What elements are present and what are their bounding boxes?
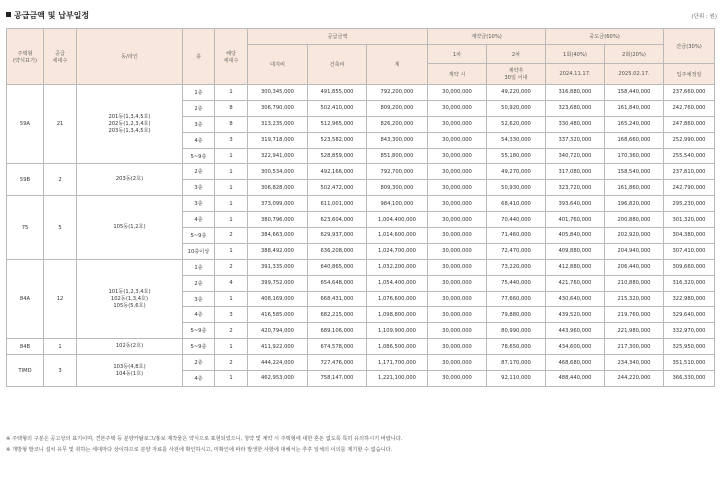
balance-cell: 237,660,000	[664, 85, 715, 101]
dong-line-text: 201동(1,3,4,5호)	[108, 113, 151, 120]
middle-first-cell: 317,080,000	[546, 164, 605, 180]
building-cost-cell: 502,410,000	[308, 100, 367, 116]
land-cost-cell: 444,224,000	[248, 355, 308, 371]
floor-cell: 5~9층	[183, 339, 215, 355]
header-households: 공급 세대수	[44, 29, 77, 85]
table-row	[7, 164, 715, 180]
header-balance: 잔금(30%)	[664, 29, 715, 64]
floor-cell: 5~9층	[183, 228, 215, 244]
contract-first-cell: 30,000,000	[428, 212, 487, 228]
middle-second-cell: 219,760,000	[605, 307, 664, 323]
balance-cell: 295,230,000	[664, 196, 715, 212]
middle-second-cell: 170,360,000	[605, 148, 664, 164]
unit-type-cell: 84B	[7, 339, 44, 355]
dong-line-text: 102동(1,3,4호)	[110, 295, 149, 302]
floor-cell: 2층	[183, 355, 215, 371]
households-cell: 1	[44, 339, 77, 355]
contract-second-cell: 52,620,000	[487, 116, 546, 132]
balance-cell: 237,810,000	[664, 164, 715, 180]
total-price-cell: 826,200,000	[367, 116, 428, 132]
contract-second-cell: 80,990,000	[487, 323, 546, 339]
total-price-cell: 1,054,400,000	[367, 275, 428, 291]
header-floor: 층	[183, 29, 215, 85]
building-cost-cell: 502,472,000	[308, 180, 367, 196]
table-header	[7, 29, 715, 85]
target-count-cell: 3	[215, 132, 248, 148]
table-row	[7, 355, 715, 371]
building-cost-cell: 611,001,000	[308, 196, 367, 212]
contract-second-cell: 92,110,000	[487, 371, 546, 387]
building-cost-cell: 674,578,000	[308, 339, 367, 355]
middle-second-cell: 210,880,000	[605, 275, 664, 291]
contract-second-cell: 50,920,000	[487, 100, 546, 116]
middle-first-cell: 316,880,000	[546, 85, 605, 101]
notes	[6, 434, 402, 456]
total-price-cell: 843,300,000	[367, 132, 428, 148]
floor-cell: 1층	[183, 85, 215, 101]
middle-first-cell: 405,840,000	[546, 228, 605, 244]
middle-second-cell: 202,920,000	[605, 228, 664, 244]
contract-second-cell: 70,440,000	[487, 212, 546, 228]
table-row	[7, 259, 715, 275]
floor-cell: 3층	[183, 180, 215, 196]
contract-first-cell: 30,000,000	[428, 307, 487, 323]
middle-first-cell: 330,480,000	[546, 116, 605, 132]
middle-first-cell: 430,640,000	[546, 291, 605, 307]
land-cost-cell: 408,169,000	[248, 291, 308, 307]
land-cost-cell: 322,941,000	[248, 148, 308, 164]
contract-second-cell: 50,930,000	[487, 180, 546, 196]
land-cost-cell: 416,585,000	[248, 307, 308, 323]
total-price-cell: 1,014,600,000	[367, 228, 428, 244]
middle-second-cell: 161,860,000	[605, 180, 664, 196]
contract-first-cell: 30,000,000	[428, 148, 487, 164]
balance-cell: 307,410,000	[664, 243, 715, 259]
contract-first-cell: 30,000,000	[428, 355, 487, 371]
contract-first-cell: 30,000,000	[428, 243, 487, 259]
middle-second-cell: 196,820,000	[605, 196, 664, 212]
middle-first-cell: 401,760,000	[546, 212, 605, 228]
target-count-cell: 1	[215, 371, 248, 387]
contract-first-cell: 30,000,000	[428, 116, 487, 132]
middle-second-cell: 168,660,000	[605, 132, 664, 148]
header-mid2-date: 2025.02.17.	[605, 64, 664, 85]
target-count-cell: 1	[215, 180, 248, 196]
building-cost-cell: 523,582,000	[308, 132, 367, 148]
unit-type-cell: 75	[7, 196, 44, 260]
land-cost-cell: 411,922,000	[248, 339, 308, 355]
note-line: ※ 주택형의 구분은 공고상의 표기이며, 견본주택 등 분양카탈로그/홍보 제작물은 약식으로 표현되었으니, 청약 및 계약 시 주택형에 대한 혼돈 없도록 특히 유의하시기 바랍니다.	[6, 436, 403, 442]
floor-cell: 2층	[183, 100, 215, 116]
total-price-cell: 1,086,500,000	[367, 339, 428, 355]
dong-line-text: 203동(1,3,4,5호)	[108, 127, 151, 134]
contract-second-cell: 78,650,000	[487, 339, 546, 355]
header-mid1: 1회(40%)	[546, 45, 605, 64]
middle-first-cell: 412,880,000	[546, 259, 605, 275]
contract-second-cell: 54,330,000	[487, 132, 546, 148]
total-price-cell: 1,109,900,000	[367, 323, 428, 339]
building-cost-cell: 491,855,000	[308, 85, 367, 101]
middle-first-cell: 439,520,000	[546, 307, 605, 323]
middle-first-cell: 393,640,000	[546, 196, 605, 212]
total-price-cell: 809,200,000	[367, 100, 428, 116]
total-price-cell: 1,221,100,000	[367, 371, 428, 387]
dong-line-cell	[77, 339, 183, 355]
header-contract: 계약금(10%)	[428, 29, 546, 45]
balance-cell: 332,970,000	[664, 323, 715, 339]
unit-type-cell: 59B	[7, 164, 44, 196]
unit-type-cell: TIMD	[7, 355, 44, 387]
building-cost-cell: 528,859,000	[308, 148, 367, 164]
header-balance-sub: 입주예정일	[664, 64, 715, 85]
land-cost-cell: 300,345,000	[248, 85, 308, 101]
dong-line-cell	[77, 355, 183, 387]
balance-cell: 329,640,000	[664, 307, 715, 323]
land-cost-cell: 373,099,000	[248, 196, 308, 212]
table-row	[7, 85, 715, 101]
dong-line-text: 101동(1,2,3,4호)	[108, 288, 151, 295]
middle-second-cell: 215,320,000	[605, 291, 664, 307]
dong-line-text: 102동(2호)	[115, 343, 144, 350]
header-land: 대지비	[248, 45, 308, 85]
target-count-cell: 1	[215, 196, 248, 212]
title-text: 공급금액 및 납부일정	[14, 11, 90, 20]
target-count-cell: 3	[215, 307, 248, 323]
building-cost-cell: 727,476,000	[308, 355, 367, 371]
land-cost-cell: 388,492,000	[248, 243, 308, 259]
table-row	[7, 196, 715, 212]
middle-second-cell: 200,880,000	[605, 212, 664, 228]
header-dong: 동/라인	[77, 29, 183, 85]
header-mid1-date: 2024.11.17.	[546, 64, 605, 85]
total-price-cell: 809,300,000	[367, 180, 428, 196]
contract-second-cell: 87,170,000	[487, 355, 546, 371]
middle-second-cell: 165,240,000	[605, 116, 664, 132]
building-cost-cell: 689,106,000	[308, 323, 367, 339]
contract-first-cell: 30,000,000	[428, 85, 487, 101]
contract-first-cell: 30,000,000	[428, 259, 487, 275]
total-price-cell: 1,076,600,000	[367, 291, 428, 307]
floor-cell: 5~9층	[183, 323, 215, 339]
floor-cell: 3층	[183, 116, 215, 132]
middle-first-cell: 337,320,000	[546, 132, 605, 148]
total-price-cell: 1,171,700,000	[367, 355, 428, 371]
contract-first-cell: 30,000,000	[428, 132, 487, 148]
land-cost-cell: 462,953,000	[248, 371, 308, 387]
header-mid2: 2회(20%)	[605, 45, 664, 64]
target-count-cell: 8	[215, 116, 248, 132]
floor-cell: 3층	[183, 291, 215, 307]
target-count-cell: 2	[215, 228, 248, 244]
middle-second-cell: 206,440,000	[605, 259, 664, 275]
middle-first-cell: 434,600,000	[546, 339, 605, 355]
balance-cell: 316,320,000	[664, 275, 715, 291]
land-cost-cell: 319,718,000	[248, 132, 308, 148]
balance-cell: 309,660,000	[664, 259, 715, 275]
target-count-cell: 1	[215, 291, 248, 307]
contract-first-cell: 30,000,000	[428, 323, 487, 339]
contract-first-cell: 30,000,000	[428, 371, 487, 387]
target-count-cell: 2	[215, 355, 248, 371]
land-cost-cell: 306,828,000	[248, 180, 308, 196]
contract-second-cell: 68,410,000	[487, 196, 546, 212]
floor-cell: 3층	[183, 196, 215, 212]
target-count-cell: 2	[215, 259, 248, 275]
contract-second-cell: 49,270,000	[487, 164, 546, 180]
target-count-cell: 8	[215, 100, 248, 116]
contract-second-cell: 73,220,000	[487, 259, 546, 275]
balance-cell: 366,330,000	[664, 371, 715, 387]
header-second-sub: 계약후 30일 이내	[487, 64, 546, 85]
building-cost-cell: 640,865,000	[308, 259, 367, 275]
middle-first-cell: 421,760,000	[546, 275, 605, 291]
total-price-cell: 984,100,000	[367, 196, 428, 212]
dong-line-cell	[77, 164, 183, 196]
header-middle: 중도금(60%)	[546, 29, 664, 45]
middle-second-cell: 234,340,000	[605, 355, 664, 371]
building-cost-cell: 758,147,000	[308, 371, 367, 387]
building-cost-cell: 623,604,000	[308, 212, 367, 228]
bullet-square-icon	[6, 12, 11, 17]
contract-first-cell: 30,000,000	[428, 100, 487, 116]
middle-first-cell: 488,440,000	[546, 371, 605, 387]
header-supply: 공급금액	[248, 29, 428, 45]
households-cell: 12	[44, 259, 77, 338]
land-cost-cell: 300,534,000	[248, 164, 308, 180]
land-cost-cell: 380,796,000	[248, 212, 308, 228]
contract-first-cell: 30,000,000	[428, 291, 487, 307]
contract-first-cell: 30,000,000	[428, 339, 487, 355]
balance-cell: 304,380,000	[664, 228, 715, 244]
middle-second-cell: 204,940,000	[605, 243, 664, 259]
building-cost-cell: 629,937,000	[308, 228, 367, 244]
middle-first-cell: 323,680,000	[546, 100, 605, 116]
contract-second-cell: 77,660,000	[487, 291, 546, 307]
unit-type-cell: 59A	[7, 85, 44, 164]
land-cost-cell: 306,790,000	[248, 100, 308, 116]
middle-second-cell: 244,220,000	[605, 371, 664, 387]
total-price-cell: 1,098,800,000	[367, 307, 428, 323]
middle-first-cell: 468,680,000	[546, 355, 605, 371]
header-contract-second: 2차	[487, 45, 546, 64]
households-cell: 21	[44, 85, 77, 164]
floor-cell: 5~9층	[183, 148, 215, 164]
dong-line-text: 105동(1,2호)	[113, 224, 146, 231]
land-cost-cell: 391,335,000	[248, 259, 308, 275]
contract-second-cell: 72,470,000	[487, 243, 546, 259]
contract-first-cell: 30,000,000	[428, 180, 487, 196]
contract-second-cell: 55,180,000	[487, 148, 546, 164]
balance-cell: 301,320,000	[664, 212, 715, 228]
balance-cell: 325,950,000	[664, 339, 715, 355]
balance-cell: 255,540,000	[664, 148, 715, 164]
building-cost-cell: 654,648,000	[308, 275, 367, 291]
unit-type-cell: 84A	[7, 259, 44, 338]
target-count-cell: 1	[215, 212, 248, 228]
target-count-cell: 4	[215, 275, 248, 291]
contract-second-cell: 71,460,000	[487, 228, 546, 244]
target-count-cell: 1	[215, 85, 248, 101]
balance-cell: 322,980,000	[664, 291, 715, 307]
header-target: 해당 세대수	[215, 29, 248, 85]
building-cost-cell: 512,965,000	[308, 116, 367, 132]
balance-cell: 247,860,000	[664, 116, 715, 132]
households-cell: 5	[44, 196, 77, 260]
middle-second-cell: 221,980,000	[605, 323, 664, 339]
dong-line-text: 202동(1,2,3,4호)	[108, 120, 151, 127]
contract-first-cell: 30,000,000	[428, 196, 487, 212]
middle-first-cell: 443,960,000	[546, 323, 605, 339]
land-cost-cell: 399,752,000	[248, 275, 308, 291]
floor-cell: 4층	[183, 132, 215, 148]
total-price-cell: 1,024,700,000	[367, 243, 428, 259]
header-building: 건축비	[308, 45, 367, 85]
floor-cell: 1층	[183, 259, 215, 275]
middle-second-cell: 161,840,000	[605, 100, 664, 116]
middle-first-cell: 409,880,000	[546, 243, 605, 259]
households-cell: 3	[44, 355, 77, 387]
floor-cell: 4층	[183, 212, 215, 228]
total-price-cell: 851,800,000	[367, 148, 428, 164]
middle-first-cell: 323,720,000	[546, 180, 605, 196]
total-price-cell: 792,700,000	[367, 164, 428, 180]
header-first-sub: 계약 시	[428, 64, 487, 85]
header-contract-first: 1차	[428, 45, 487, 64]
floor-cell: 2층	[183, 275, 215, 291]
target-count-cell: 1	[215, 339, 248, 355]
land-cost-cell: 420,794,000	[248, 323, 308, 339]
contract-second-cell: 79,880,000	[487, 307, 546, 323]
contract-second-cell: 75,440,000	[487, 275, 546, 291]
building-cost-cell: 682,215,000	[308, 307, 367, 323]
dong-line-cell	[77, 259, 183, 338]
floor-cell: 2층	[183, 164, 215, 180]
balance-cell: 242,760,000	[664, 100, 715, 116]
floor-cell: 10층이상	[183, 243, 215, 259]
floor-cell: 4층	[183, 371, 215, 387]
total-price-cell: 792,200,000	[367, 85, 428, 101]
middle-second-cell: 158,540,000	[605, 164, 664, 180]
floor-cell: 4층	[183, 307, 215, 323]
balance-cell: 252,990,000	[664, 132, 715, 148]
section-title	[6, 10, 89, 21]
dong-line-cell	[77, 85, 183, 164]
middle-second-cell: 158,440,000	[605, 85, 664, 101]
target-count-cell: 1	[215, 148, 248, 164]
dong-line-text: 104동(1호)	[115, 370, 144, 377]
header-total: 계	[367, 45, 428, 85]
building-cost-cell: 492,166,000	[308, 164, 367, 180]
dong-line-cell	[77, 196, 183, 260]
balance-cell: 242,790,000	[664, 180, 715, 196]
target-count-cell: 2	[215, 323, 248, 339]
building-cost-cell: 668,431,000	[308, 291, 367, 307]
households-cell: 2	[44, 164, 77, 196]
middle-second-cell: 217,300,000	[605, 339, 664, 355]
target-count-cell: 1	[215, 243, 248, 259]
building-cost-cell: 636,208,000	[308, 243, 367, 259]
contract-second-cell: 49,220,000	[487, 85, 546, 101]
unit-note: (단위 : 원)	[691, 14, 717, 20]
target-count-cell: 1	[215, 164, 248, 180]
balance-cell: 351,510,000	[664, 355, 715, 371]
table-body	[7, 85, 715, 387]
total-price-cell: 1,032,200,000	[367, 259, 428, 275]
middle-first-cell: 340,720,000	[546, 148, 605, 164]
table-row	[7, 339, 715, 355]
header-type: 주택형 (약식표기)	[7, 29, 44, 85]
land-cost-cell: 313,235,000	[248, 116, 308, 132]
contract-first-cell: 30,000,000	[428, 275, 487, 291]
contract-first-cell: 30,000,000	[428, 164, 487, 180]
land-cost-cell: 384,663,000	[248, 228, 308, 244]
total-price-cell: 1,004,400,000	[367, 212, 428, 228]
price-table	[6, 28, 715, 387]
contract-first-cell: 30,000,000	[428, 228, 487, 244]
note-line: ※ 개방형 발코니 설치 유무 및 취하는 세대마다 상이하므로 분양 자료를 사전에 확인하시고, 미확인에 따라 발생한 사항에 대해서는 추후 일체의 이의를 제기할 수 없습니다.	[6, 447, 393, 453]
dong-line-text: 105동(5,6호)	[113, 302, 146, 309]
dong-line-text: 203동(2호)	[115, 176, 144, 183]
dong-line-text: 103동(4,8호)	[113, 363, 146, 370]
